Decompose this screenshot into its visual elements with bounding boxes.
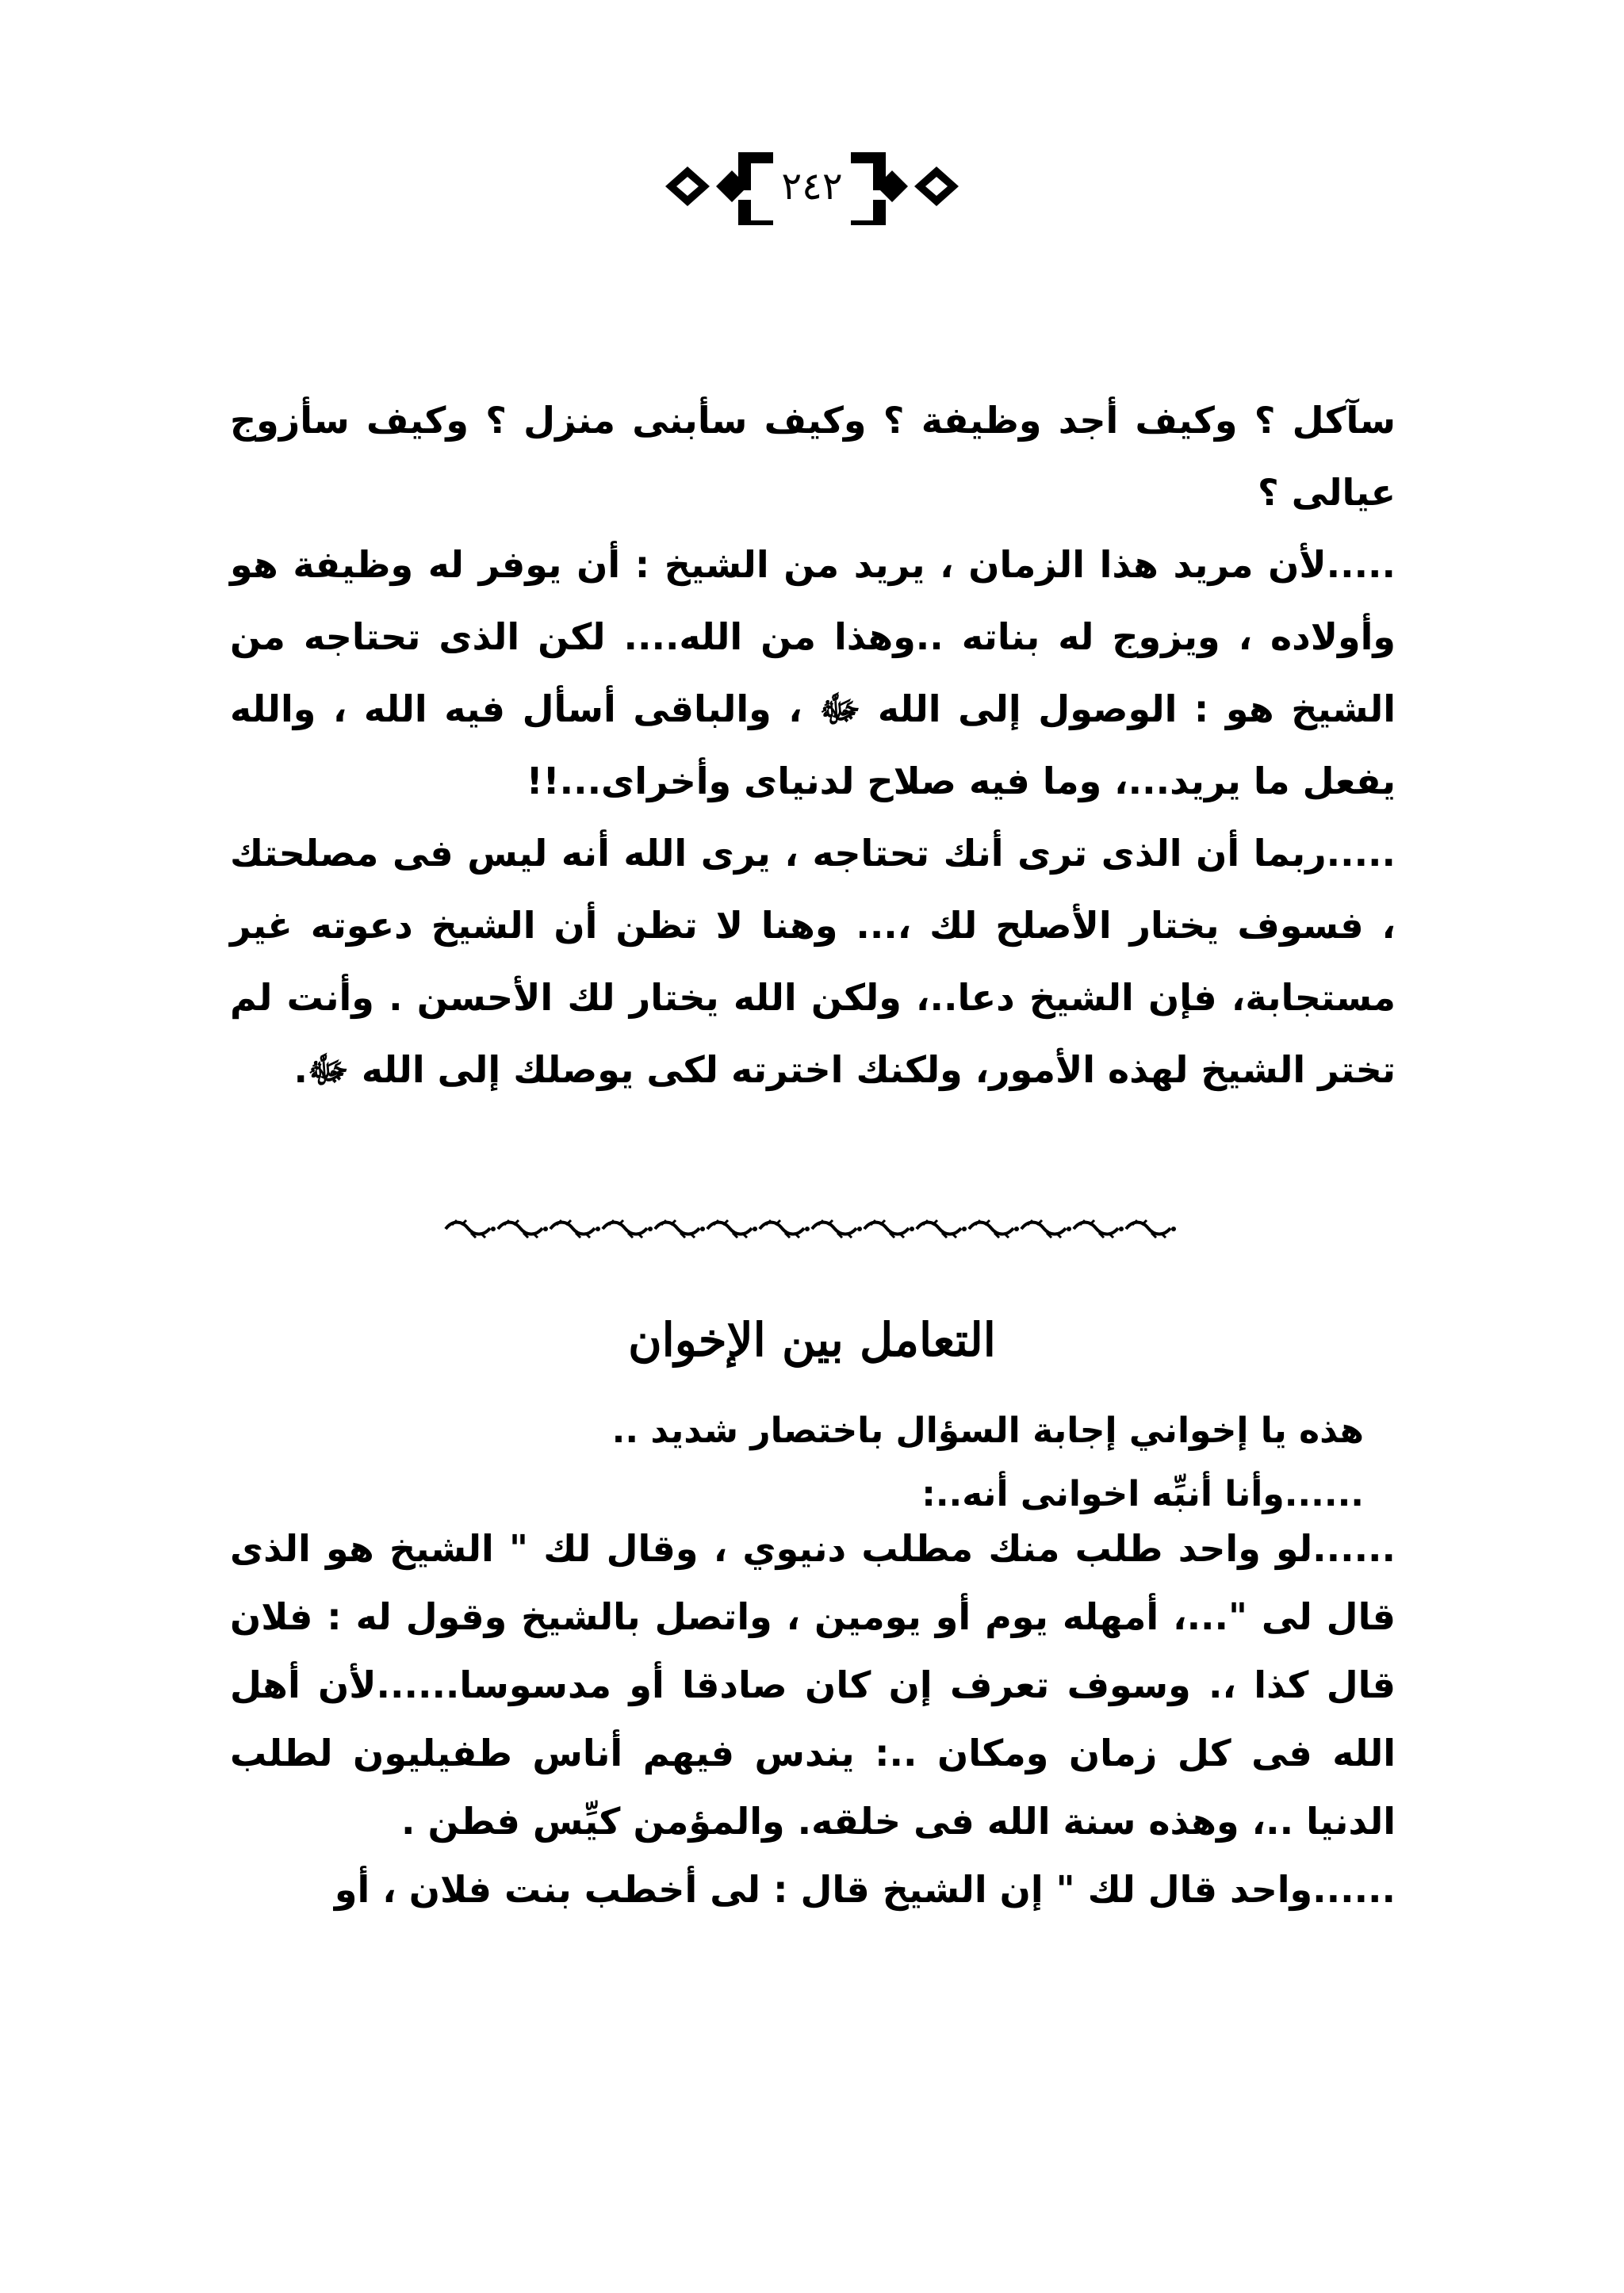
paragraph: ......واحد قال لك " إن الشيخ قال : لى أخطب بنت فلان ، أو [334, 1868, 1396, 1911]
intro-line: هذه يا إخواني إجابة السؤال باختصار شديد .. [611, 1411, 1364, 1451]
page-number: ٢٤٢ [781, 164, 843, 209]
paragraph: ......لو واحد طلب منك مطلب دنيوي ، وقال لك " الشيخ هو الذى قال لى "...، أمهله يوم أو يومين ، واتصل بالشيخ وقول له : فلان قال كذا ،. وسوف تعرف إن كان صادقا أو مدسوسا......لأن أهل الله فى كل زمان ومكان ..: يندس فيهم أناس طفيليون لطلب الدنيا ..، وهذه سنة الله فى خلقه. والمؤمن كيِّس فطن . [230, 1527, 1396, 1843]
ornamental-separator [444, 1217, 1182, 1241]
note-line: ......وأنا أنبِّه اخوانى أنه..: [921, 1474, 1364, 1514]
body-block-1 [230, 385, 1396, 1106]
page-header [0, 139, 1624, 234]
section-intro [547, 1399, 1364, 1526]
paragraph: .....ربما أن الذى ترى أنك تحتاجه ، يرى الله أنه ليس فى مصلحتك ، فسوف يختار الأصلح لك ،... وهنا لا تظن أن الشيخ دعوته غير مستجابة، فإن الشيخ دعا..، ولكن الله يختار لك الأحسن . وأنت لم تختر الشيخ لهذه الأمور، ولكنك اخترته لكى يوصلك إلى الله ﷻ. [230, 832, 1396, 1091]
ornament-left-icon [659, 143, 778, 230]
ornament-right-icon [846, 143, 965, 230]
section-heading: التعامل بين الإخوان [628, 1313, 996, 1367]
paragraph: سآكل ؟ وكيف أجد وظيفة ؟ وكيف سأبنى منزل ؟ وكيف سأزوج عيالى ؟ [230, 399, 1396, 514]
body-block-2 [230, 1514, 1396, 1924]
paragraph: .....لأن مريد هذا الزمان ، يريد من الشيخ : أن يوفر له وظيفة هو وأولاده ، ويزوج له بناته ..وهذا من الله.... لكن الذى تحتاجه من الشيخ هو : الوصول إلى الله ﷻ ، والباقى أسأل فيه الله ، والله يفعل ما يريد...، وما فيه صلاح لدنياى وأخراى...!! [230, 543, 1396, 802]
